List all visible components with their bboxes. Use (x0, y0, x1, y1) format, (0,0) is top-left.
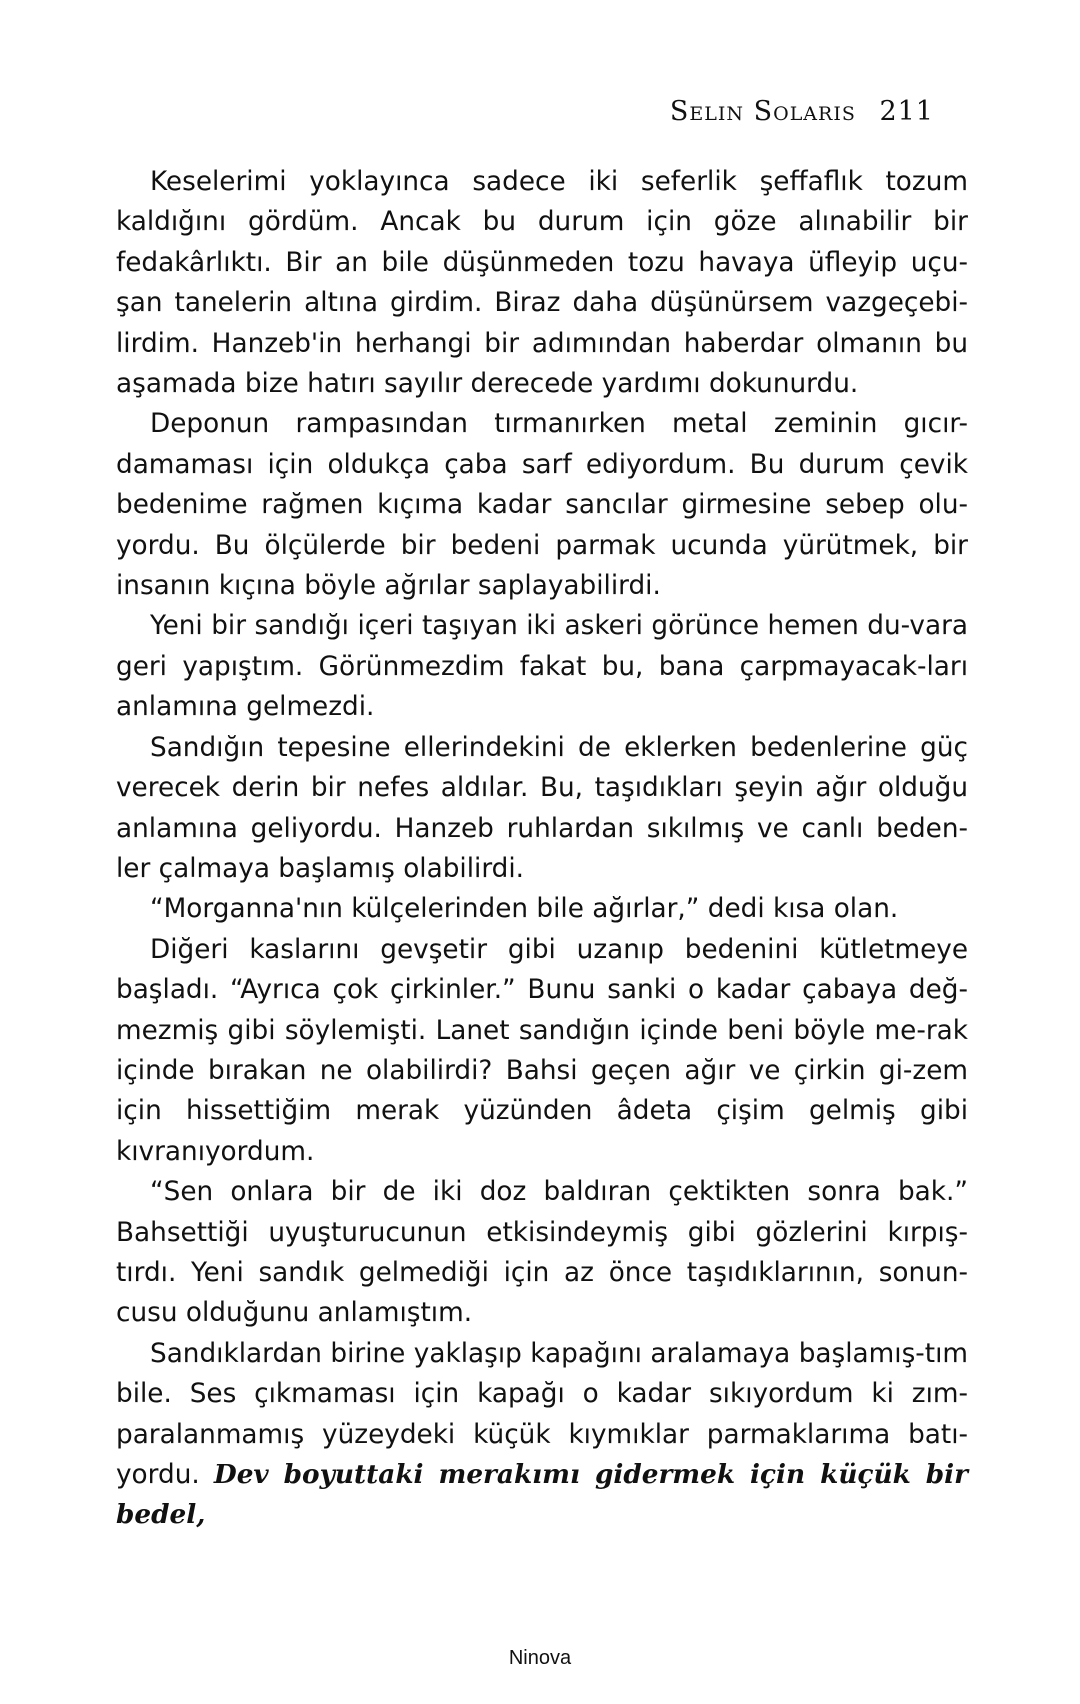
paragraph: Keselerimi yoklayınca sadece iki seferlik şeffaflık tozum kaldığını gördüm. Ancak bu durum için göze alınabilir bir fedakârlıktı. Bir an bile düşünmeden tozu havaya üfleyip uçu-şan tanelerin altına girdim. Biraz daha düşünürsem vazgeçebi-lirdim. Hanzeb'in herhangi bir adımından haberdar olmanın bu aşamada bize hatırı sayılır derecede yardımı dokunurdu. (116, 167, 968, 400)
paragraph: “Sen onlara bir de iki doz baldıran çektikten sonra bak.” Bahsettiği uyuşturucunun etkisindeymiş gibi gözlerini kırpış-tırdı. Yeni sandık gelmediği için az önce taşıdıklarının, sonun-cusu olduğunu anlamıştım. (116, 1177, 968, 1329)
book-title: Selin Solaris (669, 96, 856, 127)
paragraph: Sandığın tepesine ellerindekini de eklerken bedenlerine güç verecek derin bir nefes aldılar. Bu, taşıdıkları şeyin ağır olduğu anlamına geliyordu. Hanzeb ruhlardan sıkılmış ve canlı beden-ler çalmaya başlamış olabilirdi. (116, 732, 968, 884)
paragraph: Diğeri kaslarını gevşetir gibi uzanıp bedenini kütletmeye başladı. “Ayrıca çok çirkinler.” Bunu sanki o kadar çabaya değ-mezmiş gibi söylemişti. Lanet sandığın içinde beni böyle me-rak içinde bırakan ne olabilirdi? Bahsi geçen ağır ve çirkin gi-zem için hissettiğim merak yüzünden âdeta çişim gelmiş gibi kıvranıyordum. (116, 934, 968, 1167)
page-number: 211 (879, 96, 934, 127)
publisher-footer: Ninova (508, 1647, 572, 1669)
paragraph: Deponun rampasından tırmanırken metal zeminin gıcır-damaması için oldukça çaba sarf ediyordum. Bu durum çevik bedenime rağmen kıçıma kadar sancılar girmesine sebep olu-yordu. Bu ölçülerde bir bedeni parmak ucunda yürütmek, bir insanın kıçına böyle ağrılar saplayabilirdi. (116, 409, 968, 602)
paragraph: Yeni bir sandığı içeri taşıyan iki askeri görünce hemen du-vara geri yapıştım. Görünmezdim fakat bu, bana çarpmayacak-ları anlamına gelmezdi. (116, 611, 968, 723)
body-text (116, 162, 968, 1536)
paragraph-last (116, 1334, 968, 1536)
paragraph: “Morganna'nın külçelerinden bile ağırlar,” dedi kısa olan. (150, 894, 899, 925)
paragraph-plain-text: Sandıklardan birine yaklaşıp kapağını aralamaya başlamış-tım bile. Ses çıkmaması için kapağı o kadar sıkıyordum ki zım-paralanmamış yüzeydeki küçük kıymıklar parmaklarıma batı-yordu. (116, 1338, 968, 1490)
running-header (670, 96, 934, 127)
paragraph-italic-text: Dev boyuttaki merakımı gidermek için küçük bir bedel, (116, 1459, 969, 1531)
